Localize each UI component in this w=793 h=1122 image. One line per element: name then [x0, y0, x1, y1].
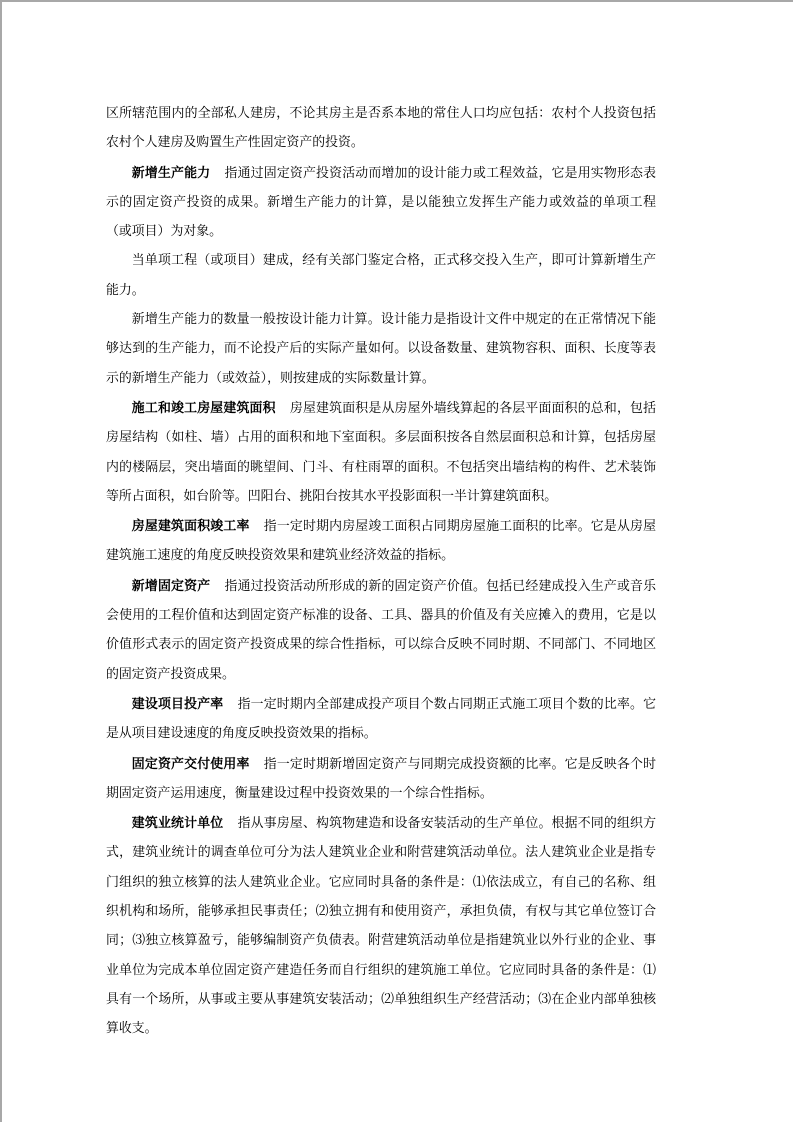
paragraph-text: 当单项工程（或项目）建成，经有关部门鉴定合格，正式移交投入生产，即可计算新增生产能力。 [106, 253, 656, 297]
paragraph [106, 571, 656, 689]
paragraph-text: 指一定时期新增固定资产与同期完成投资额的比率。它是反映各个时期固定资产运用速度，衡量建设过程中投资效果的一个综合性指标。 [106, 756, 657, 800]
paragraph-text: 指从事房屋、构筑物建造和设备安装活动的生产单位。根据不同的组织方式，建筑业统计的调查单位可分为法人建筑业企业和附营建筑活动单位。法人建筑业企业是指专门组织的独立核算的法人建筑业企业。它应同时具备的条件是：⑴依法成立，有自己的名称、组织机构和场所，能够承担民事责任；⑵独立拥有和使用资产，承担负债，有权与其它单位签订合同；⑶独立核算盈亏，能够编制资产负债表。附营建筑活动单位是指建筑业以外行业的企业、事业单位为完成本单位固定资产建造任务而自行组织的建筑施工单位。它应同时具备的条件是：⑴具有一个场所，从事或主要从事建筑安装活动；⑵单独组织生产经营活动；⑶在企业内部单独核算收支。 [106, 816, 657, 1036]
paragraph [106, 393, 656, 511]
paragraph [106, 305, 656, 393]
paragraph [106, 749, 656, 809]
term-label: 固定资产交付使用率 [131, 755, 250, 771]
paragraph-text: 指一定时期内全部建成投产项目个数占同期正式施工项目个数的比率。它是从项目建设速度的角度反映投资效果的指标。 [106, 696, 657, 741]
paragraph [106, 99, 656, 158]
term-label: 建筑业统计单位 [131, 815, 224, 831]
paragraph-text: 指一定时期内房屋竣工面积占同期房屋施工面积的比率。它是从房屋建筑施工速度的角度反映投资效果和建筑业经济效益的指标。 [106, 519, 657, 563]
term-label: 施工和竣工房屋建筑面积 [131, 399, 276, 415]
document-text-block [106, 99, 656, 1044]
paragraph-text: 指通过固定资产投资活动而增加的设计能力或工程效益，它是用实物形态表示的固定资产投资的成果。新增生产能力的计算，是以能独立发挥生产能力或效益的单项工程（或项目）为对象。 [106, 165, 657, 239]
paragraph [106, 511, 656, 571]
paragraph [106, 158, 656, 247]
term-label: 新增生产能力 [131, 164, 211, 180]
term-label: 房屋建筑面积竣工率 [131, 518, 250, 534]
paragraph [106, 689, 656, 749]
paragraph [106, 808, 656, 1043]
viewer-left-edge [0, 0, 2, 1122]
viewer-top-edge [0, 0, 793, 2]
term-label: 建设项目投产率 [131, 695, 224, 711]
paragraph-text: 区所辖范围内的全部私人建房，不论其房主是否系本地的常住人口均应包括：农村个人投资包括农村个人建房及购置生产性固定资产的投资。 [106, 106, 656, 150]
term-label: 新增固定资产 [131, 577, 211, 593]
paragraph-text: 房屋建筑面积是从房屋外墙线算起的各层平面面积的总和，包括房屋结构（如柱、墙）占用的面积和地下室面积。多层面积按各自然层面积总和计算，包括房屋内的楼隔层，突出墙面的眺望间、门斗、有柱雨罩的面积。不包括突出墙结构的构件、艺术装饰等所占面积，如台阶等。凹阳台、挑阳台按其水平投影面积一半计算建筑面积。 [106, 400, 657, 503]
paragraph [106, 246, 656, 305]
paragraph-text: 新增生产能力的数量一般按设计能力计算。设计能力是指设计文件中规定的在正常情况下能够达到的生产能力，而不论投产后的实际产量如何。以设备数量、建筑物容积、面积、长度等表示的新增生产能力（或效益），则按建成的实际数量计算。 [106, 312, 656, 385]
paragraph-text: 指通过投资活动所形成的新的固定资产价值。包括已经建成投入生产或音乐会使用的工程价值和达到固定资产标准的设备、工具、器具的价值及有关应摊入的费用，它是以价值形式表示的固定资产投资成果的综合性指标，可以综合反映不同时期、不同部门、不同地区的固定资产投资成果。 [106, 578, 657, 681]
